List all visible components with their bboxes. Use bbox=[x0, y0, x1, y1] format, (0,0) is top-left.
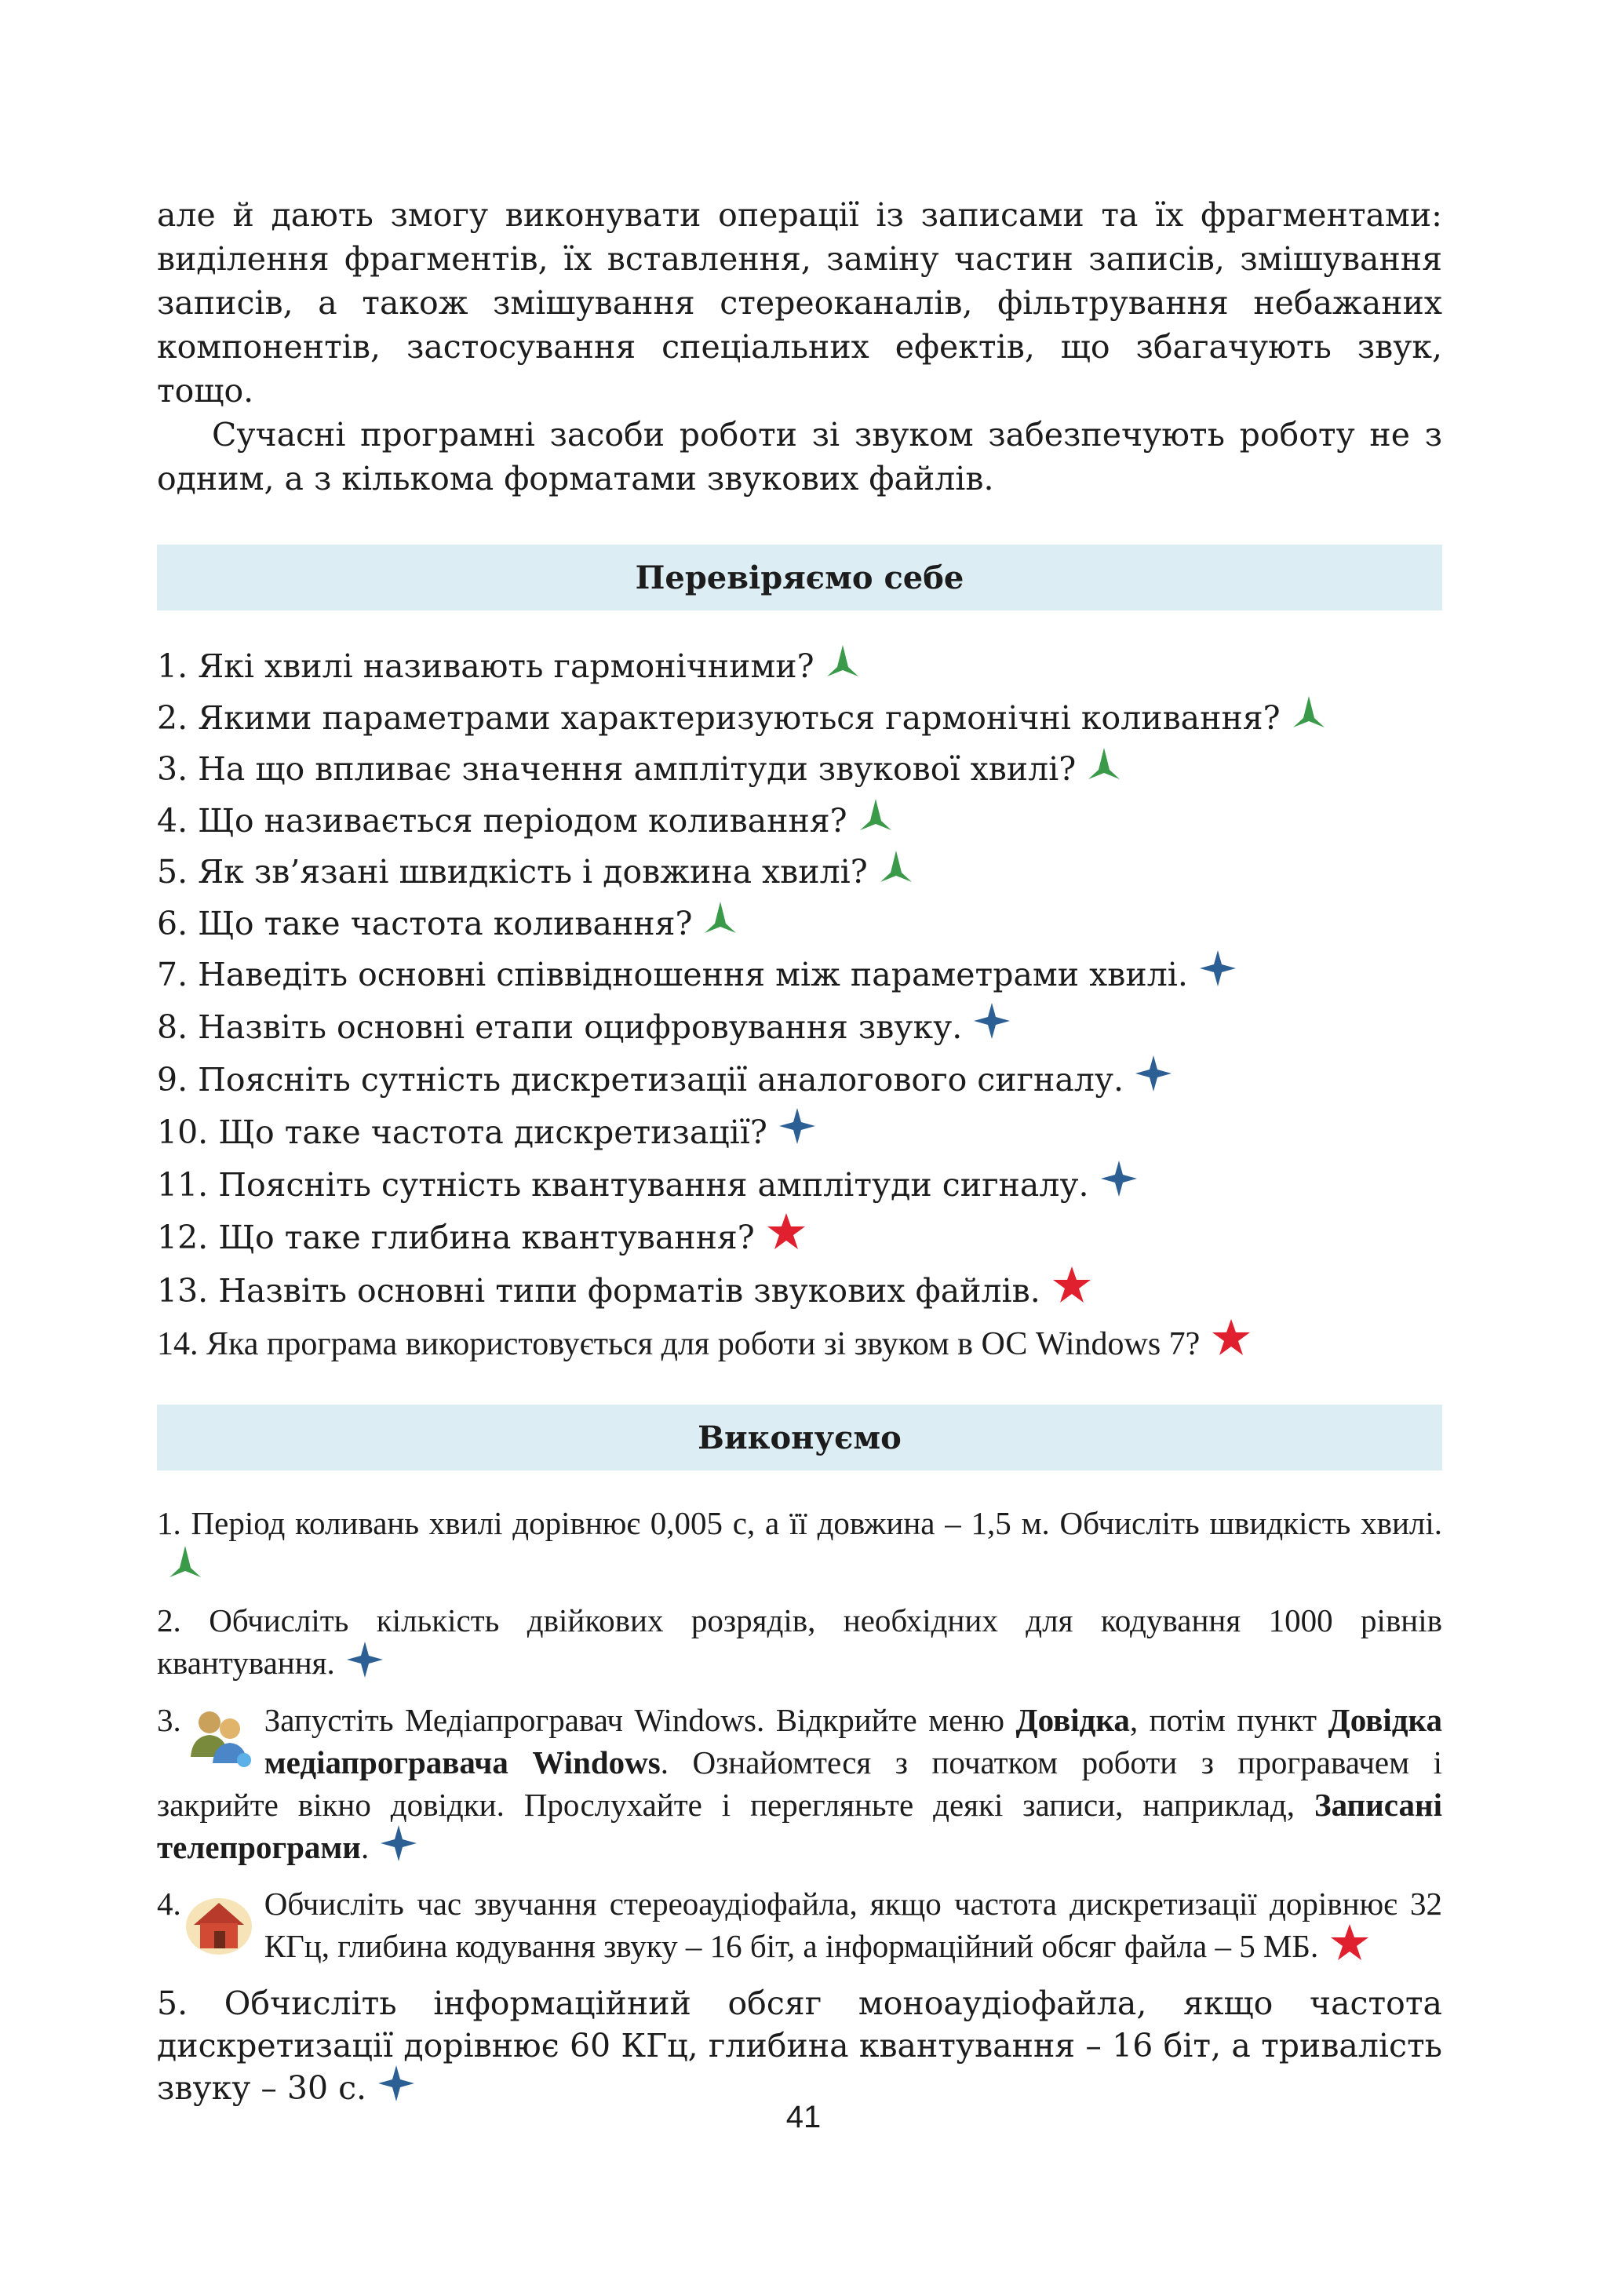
question-text: 10. Що таке частота дискретизації? bbox=[157, 1113, 767, 1151]
question-item bbox=[157, 950, 1442, 1003]
question-text: 3. На що впливає значення амплітуди звукової хвилі? bbox=[157, 750, 1077, 788]
question-item bbox=[157, 796, 1442, 848]
check-yourself-heading bbox=[157, 545, 1442, 610]
question-item bbox=[157, 1003, 1442, 1055]
red-star-icon bbox=[766, 1212, 807, 1264]
task-3-help-item: Довідка медіапрогравача Windows bbox=[264, 1701, 1442, 1780]
question-text: 2. Якими параметрами характеризуються гармонічні коливання? bbox=[157, 698, 1281, 737]
intro-paragraph-2: Сучасні програмні засоби роботи зі звуком забезпечують роботу не з одним, а з кількома форматами звукових файлів. bbox=[157, 416, 1442, 497]
red-star-icon bbox=[1211, 1317, 1252, 1371]
task-3-menu-help: Довідка bbox=[1015, 1701, 1130, 1738]
task-3-text-2: , потім пункт bbox=[1129, 1701, 1328, 1738]
task-4-number: 4. bbox=[157, 1885, 181, 1922]
blue-four-point-star-icon bbox=[380, 1824, 417, 1872]
task-3 bbox=[157, 1699, 1442, 1875]
intro-paragraph-1: але й дають змогу виконувати операції із записами та їх фрагментами: виділення фрагментів, їх вставлення, заміну частин записів, змішування записів, а також змішування стереоканалів, фільтрування небажаних компонентів, застосування спеціальних ефектів, що збагачують звук, тощо. bbox=[157, 196, 1442, 410]
task-1-text: 1. Період коливань хвилі дорівнює 0,005 с, а її довжина – 1,5 м. Обчисліть швидкість хвилі. bbox=[157, 1505, 1442, 1542]
question-text: 11. Поясніть сутність квантування амплітуди сигналу. bbox=[157, 1166, 1089, 1204]
question-item bbox=[157, 1266, 1442, 1320]
question-item bbox=[157, 847, 1442, 899]
green-triangle-star-icon bbox=[825, 643, 860, 691]
green-triangle-star-icon bbox=[858, 796, 893, 845]
question-text: 4. Що називається періодом коливання? bbox=[157, 801, 847, 840]
question-text: 6. Що таке частота коливання? bbox=[157, 904, 693, 942]
tasks-heading bbox=[157, 1405, 1442, 1471]
task-1 bbox=[157, 1502, 1442, 1591]
task-3-recorded-tv: Записані телепрограми bbox=[157, 1786, 1442, 1865]
task-5-text: 5. Обчисліть інформаційний обсяг моноаудіофайла, якщо частота дискретизації дорівнює 60 КГц, глибина квантування – 16 біт, а тривалість звуку – 30 с. bbox=[157, 1984, 1442, 2107]
green-triangle-star-icon bbox=[168, 1544, 202, 1589]
question-item bbox=[157, 1055, 1442, 1108]
task-5 bbox=[157, 1982, 1442, 2115]
question-item bbox=[157, 745, 1442, 796]
blue-four-point-star-icon bbox=[346, 1641, 384, 1689]
page-number: 41 bbox=[785, 2100, 822, 2134]
green-triangle-star-icon bbox=[1292, 694, 1326, 742]
blue-four-point-star-icon bbox=[1100, 1160, 1138, 1211]
question-text: 5. Як зв’язані швидкість і довжина хвилі? bbox=[157, 853, 868, 891]
users-icon bbox=[181, 1702, 257, 1777]
question-text: 13. Назвіть основні типи форматів звукових файлів. bbox=[157, 1272, 1040, 1310]
check-yourself-title: Перевіряємо себе bbox=[635, 559, 964, 596]
task-3-text-3: . Ознайомтеся з початком роботи з програвачем і закрийте вікно довідки. Прослухайте і перегляньте деякі записи, наприклад, bbox=[157, 1744, 1442, 1823]
task-4 bbox=[157, 1882, 1442, 1974]
task-3-number: 3. bbox=[157, 1701, 181, 1738]
red-star-icon bbox=[1051, 1265, 1092, 1317]
questions-list bbox=[157, 642, 1442, 1373]
question-text: 12. Що таке глибина квантування? bbox=[157, 1219, 755, 1256]
task-3-text-4: . bbox=[360, 1828, 370, 1865]
tasks-title: Виконуємо bbox=[698, 1419, 902, 1456]
blue-four-point-star-icon bbox=[1199, 949, 1237, 1000]
question-item bbox=[157, 1213, 1442, 1266]
red-star-icon bbox=[1329, 1922, 1370, 1972]
question-item bbox=[157, 1108, 1442, 1161]
question-item bbox=[157, 1161, 1442, 1213]
house-icon bbox=[181, 1886, 257, 1961]
blue-four-point-star-icon bbox=[973, 1002, 1011, 1053]
page-content bbox=[157, 193, 1442, 2123]
question-text: 7. Наведіть основні співвідношення між параметрами хвилі. bbox=[157, 956, 1188, 993]
green-triangle-star-icon bbox=[1087, 745, 1121, 794]
green-triangle-star-icon bbox=[703, 899, 738, 948]
question-text: 9. Поясніть сутність дискретизації аналогового сигналу. bbox=[157, 1061, 1124, 1099]
task-2 bbox=[157, 1599, 1442, 1690]
question-item bbox=[157, 1320, 1442, 1373]
question-text: 8. Назвіть основні етапи оцифровування звуку. bbox=[157, 1008, 963, 1046]
question-item bbox=[157, 642, 1442, 694]
question-item bbox=[157, 694, 1442, 745]
task-2-text: 2. Обчисліть кількість двійкових розрядів, необхідних для кодування 1000 рівнів квантування. bbox=[157, 1602, 1442, 1682]
blue-four-point-star-icon bbox=[778, 1107, 816, 1158]
question-text: 14. Яка програма використовується для роботи зі звуком в ОС Windows 7? bbox=[157, 1326, 1201, 1362]
blue-four-point-star-icon bbox=[1135, 1055, 1172, 1106]
task-3-text-1: Запустіть Медіапрогравач Windows. Відкрийте меню bbox=[264, 1701, 1016, 1738]
green-triangle-star-icon bbox=[879, 848, 913, 897]
question-item bbox=[157, 899, 1442, 951]
task-4-text: Обчисліть час звучання стереоаудіофайла, якщо частота дискретизації дорівнює 32 КГц, глибина кодування звуку – 16 біт, а інформаційний обсяг файла – 5 МБ. bbox=[264, 1885, 1442, 1964]
question-text: 1. Які хвилі називають гармонічними? bbox=[157, 647, 814, 685]
